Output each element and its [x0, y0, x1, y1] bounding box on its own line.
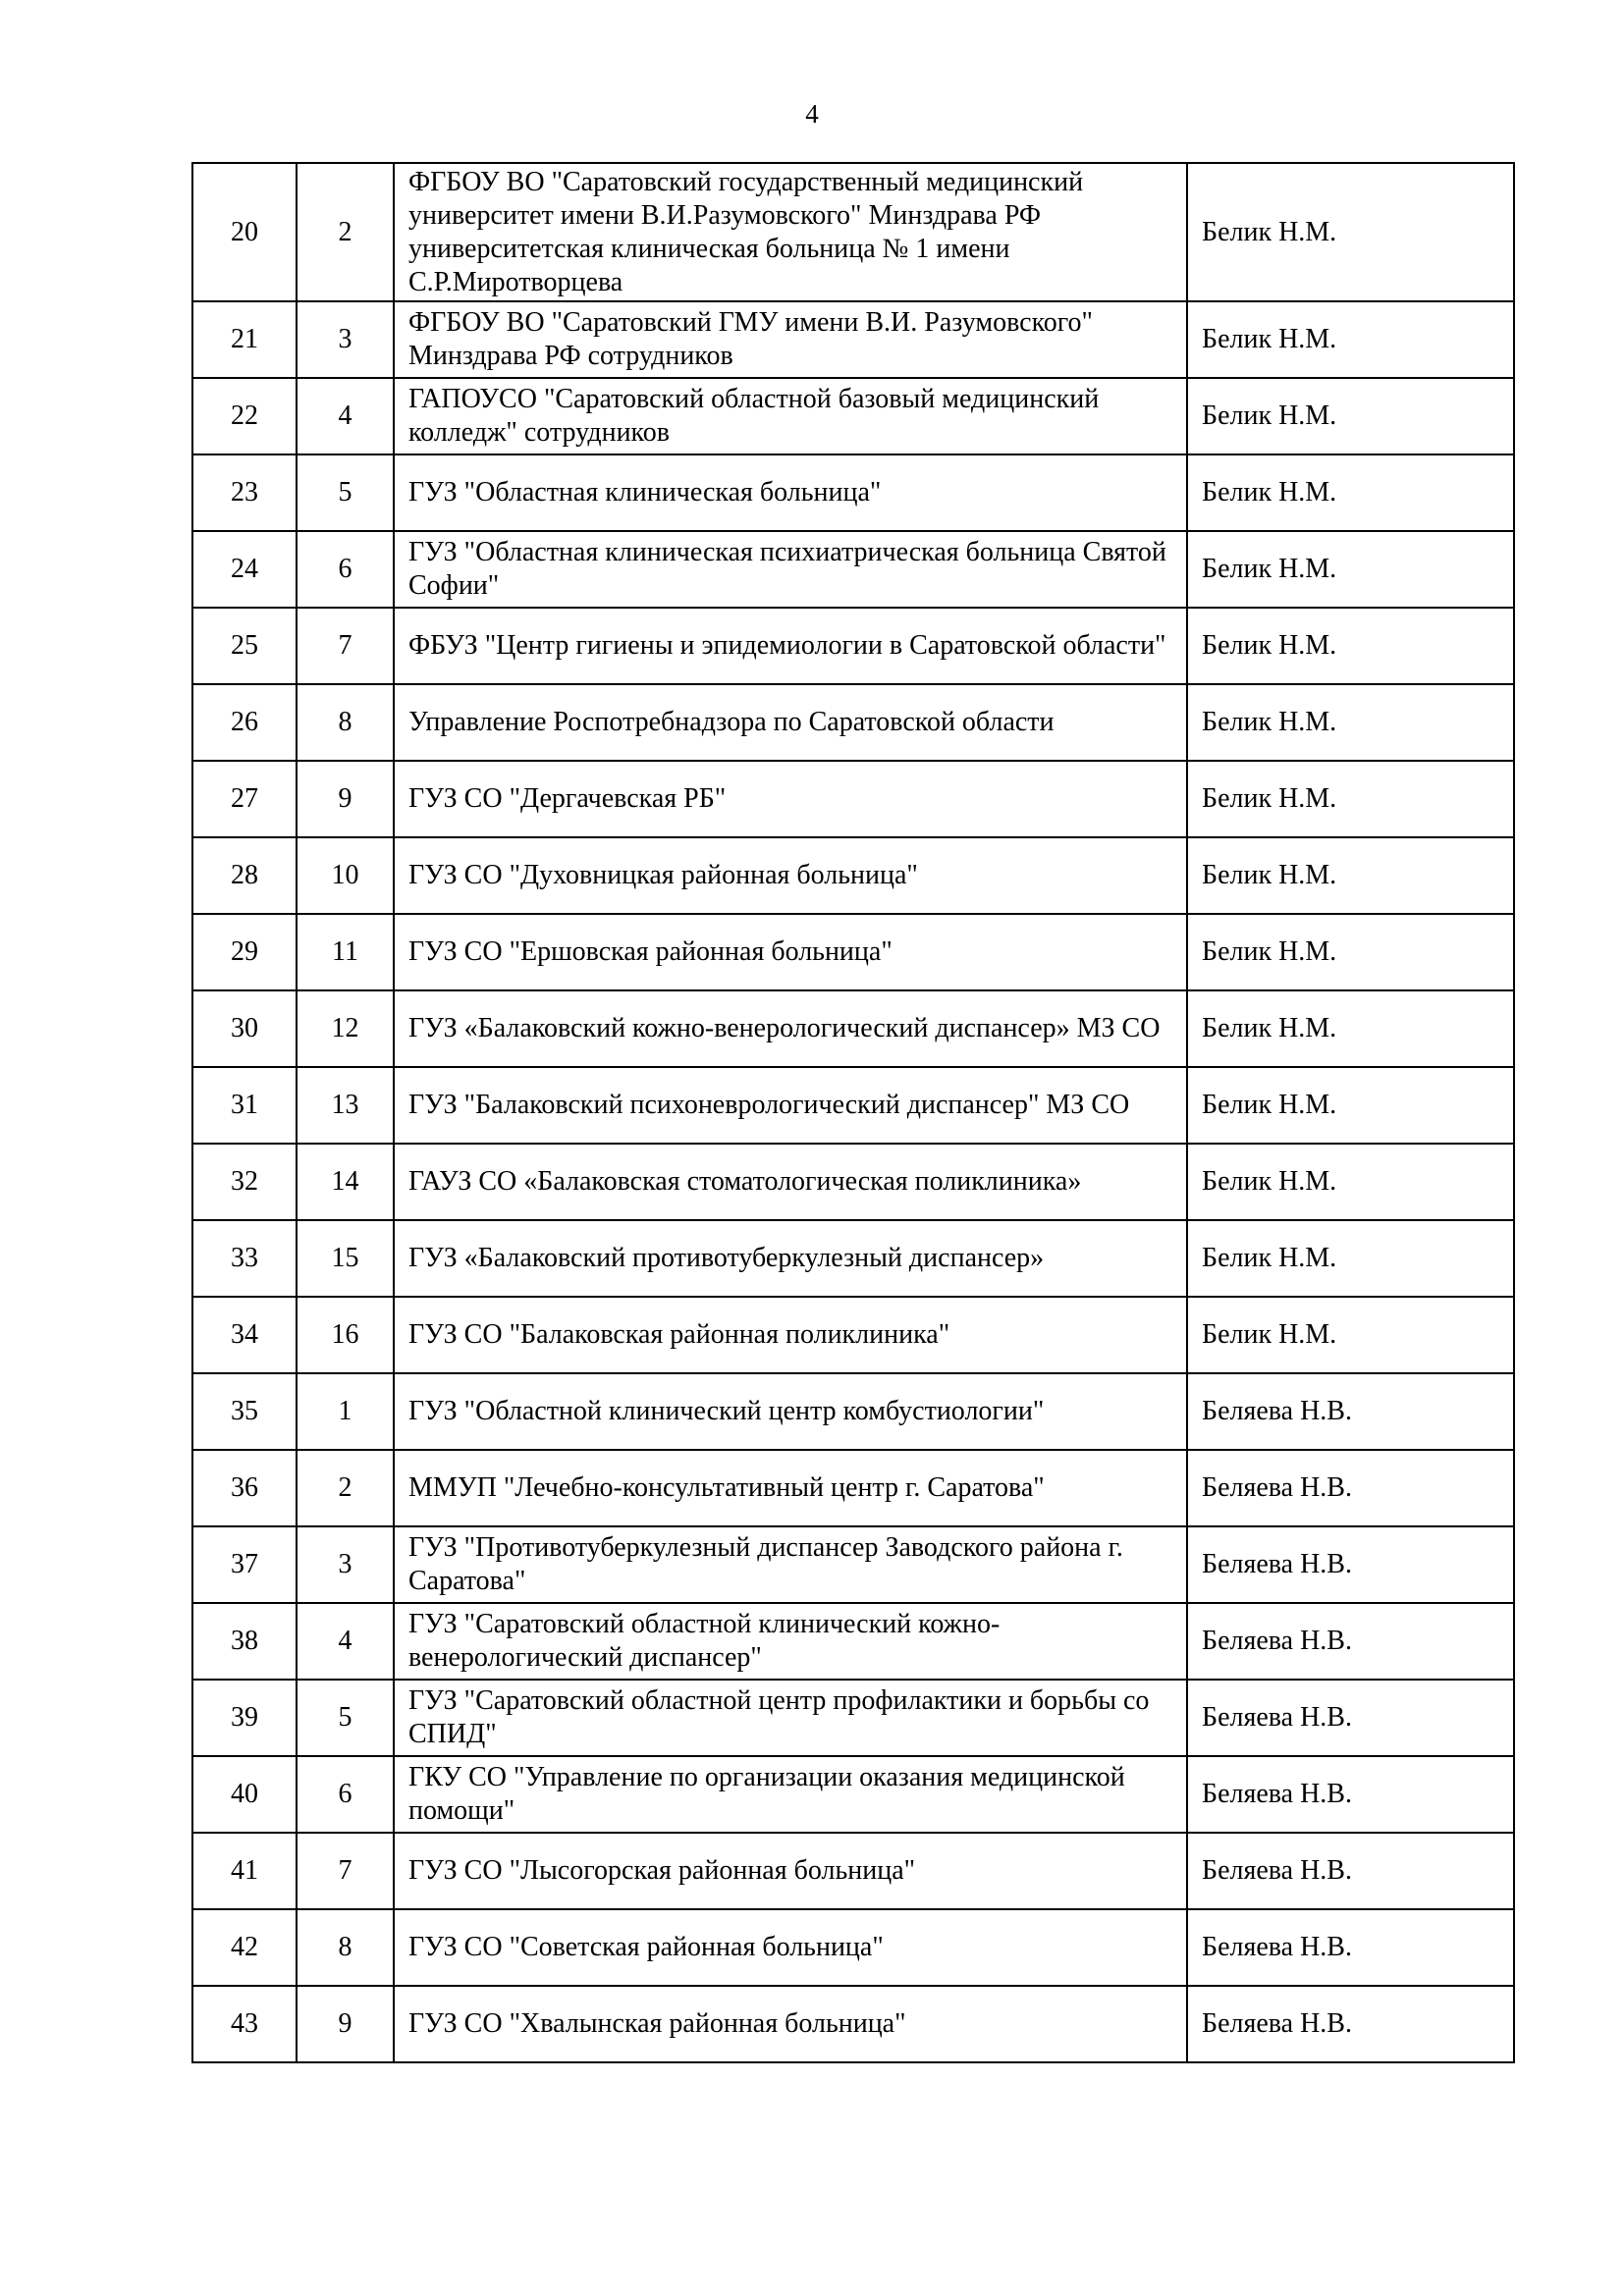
row-number: 20 — [192, 163, 297, 301]
row-number: 28 — [192, 837, 297, 914]
row-number: 33 — [192, 1220, 297, 1297]
organization-name: ГУЗ СО "Духовницкая районная больница" — [394, 837, 1187, 914]
responsible-person: Белик Н.М. — [1187, 1297, 1514, 1373]
responsible-person: Белик Н.М. — [1187, 1144, 1514, 1220]
row-number: 31 — [192, 1067, 297, 1144]
table-row — [192, 1680, 1514, 1756]
organization-name: ГУЗ "Областная клиническая больница" — [394, 454, 1187, 531]
responsible-person: Беляева Н.В. — [1187, 1756, 1514, 1833]
organization-name: ГУЗ "Саратовский областной клинический кожно-венерологический диспансер" — [394, 1603, 1187, 1680]
table-row — [192, 531, 1514, 608]
organization-name: ГУЗ "Балаковский психоневрологический диспансер" МЗ СО — [394, 1067, 1187, 1144]
responsible-person: Белик Н.М. — [1187, 761, 1514, 837]
responsible-person: Белик Н.М. — [1187, 684, 1514, 761]
organization-name: ГУЗ СО "Хвалынская районная больница" — [394, 1986, 1187, 2062]
sub-number: 14 — [297, 1144, 394, 1220]
organization-name: ГУЗ СО "Ершовская районная больница" — [394, 914, 1187, 990]
sub-number: 5 — [297, 1680, 394, 1756]
table-body — [192, 163, 1514, 2062]
row-number: 32 — [192, 1144, 297, 1220]
sub-number: 2 — [297, 1450, 394, 1526]
row-number: 23 — [192, 454, 297, 531]
responsible-person: Белик Н.М. — [1187, 1220, 1514, 1297]
table-row — [192, 163, 1514, 301]
row-number: 35 — [192, 1373, 297, 1450]
page-number: 4 — [805, 99, 819, 129]
responsible-person: Беляева Н.В. — [1187, 1986, 1514, 2062]
row-number: 42 — [192, 1909, 297, 1986]
sub-number: 10 — [297, 837, 394, 914]
sub-number: 16 — [297, 1297, 394, 1373]
organization-name: ГУЗ «Балаковский противотуберкулезный диспансер» — [394, 1220, 1187, 1297]
row-number: 40 — [192, 1756, 297, 1833]
table-row — [192, 837, 1514, 914]
responsible-person: Белик Н.М. — [1187, 301, 1514, 378]
row-number: 41 — [192, 1833, 297, 1909]
table-row — [192, 1144, 1514, 1220]
responsible-person: Белик Н.М. — [1187, 378, 1514, 454]
organizations-table — [191, 162, 1515, 2063]
responsible-person: Беляева Н.В. — [1187, 1909, 1514, 1986]
organization-name: Управление Роспотребнадзора по Саратовской области — [394, 684, 1187, 761]
table-row — [192, 1986, 1514, 2062]
sub-number: 6 — [297, 1756, 394, 1833]
sub-number: 8 — [297, 684, 394, 761]
organization-name: ФБУЗ "Центр гигиены и эпидемиологии в Саратовской области" — [394, 608, 1187, 684]
row-number: 21 — [192, 301, 297, 378]
organization-name: ГУЗ "Областная клиническая психиатрическая больница Святой Софии" — [394, 531, 1187, 608]
organization-name: ГУЗ СО "Балаковская районная поликлиника" — [394, 1297, 1187, 1373]
row-number: 25 — [192, 608, 297, 684]
table-row — [192, 301, 1514, 378]
table-row — [192, 1297, 1514, 1373]
organization-name: ФГБОУ ВО "Саратовский государственный медицинский университет имени В.И.Разумовского" Минздрава РФ университетская клиническая больница № 1 имени С.Р.Миротворцева — [394, 163, 1187, 301]
sub-number: 9 — [297, 1986, 394, 2062]
table-row — [192, 684, 1514, 761]
organization-name: ГУЗ СО "Советская районная больница" — [394, 1909, 1187, 1986]
row-number: 30 — [192, 990, 297, 1067]
table-row — [192, 1909, 1514, 1986]
sub-number: 4 — [297, 1603, 394, 1680]
sub-number: 12 — [297, 990, 394, 1067]
table-row — [192, 761, 1514, 837]
row-number: 27 — [192, 761, 297, 837]
organization-name: ГУЗ СО "Лысогорская районная больница" — [394, 1833, 1187, 1909]
sub-number: 7 — [297, 1833, 394, 1909]
organization-name: ФГБОУ ВО "Саратовский ГМУ имени В.И. Разумовского" Минздрава РФ сотрудников — [394, 301, 1187, 378]
sub-number: 7 — [297, 608, 394, 684]
organization-name: ГАУЗ СО «Балаковская стоматологическая поликлиника» — [394, 1144, 1187, 1220]
organization-name: ГАПОУСО "Саратовский областной базовый медицинский колледж" сотрудников — [394, 378, 1187, 454]
table-row — [192, 1067, 1514, 1144]
row-number: 29 — [192, 914, 297, 990]
responsible-person: Белик Н.М. — [1187, 837, 1514, 914]
responsible-person: Белик Н.М. — [1187, 163, 1514, 301]
organization-name: ГКУ СО "Управление по организации оказания медицинской помощи" — [394, 1756, 1187, 1833]
organization-name: ГУЗ "Противотуберкулезный диспансер Заводского района г. Саратова" — [394, 1526, 1187, 1603]
row-number: 38 — [192, 1603, 297, 1680]
row-number: 37 — [192, 1526, 297, 1603]
table-row — [192, 1526, 1514, 1603]
row-number: 43 — [192, 1986, 297, 2062]
table-row — [192, 378, 1514, 454]
responsible-person: Беляева Н.В. — [1187, 1373, 1514, 1450]
row-number: 24 — [192, 531, 297, 608]
row-number: 26 — [192, 684, 297, 761]
responsible-person: Беляева Н.В. — [1187, 1833, 1514, 1909]
organization-name: ГУЗ СО "Дергачевская РБ" — [394, 761, 1187, 837]
row-number: 22 — [192, 378, 297, 454]
row-number: 34 — [192, 1297, 297, 1373]
responsible-person: Белик Н.М. — [1187, 531, 1514, 608]
organization-name: ГУЗ "Саратовский областной центр профилактики и борьбы со СПИД" — [394, 1680, 1187, 1756]
responsible-person: Белик Н.М. — [1187, 1067, 1514, 1144]
table-row — [192, 990, 1514, 1067]
responsible-person: Белик Н.М. — [1187, 454, 1514, 531]
sub-number: 15 — [297, 1220, 394, 1297]
table-row — [192, 1450, 1514, 1526]
sub-number: 3 — [297, 1526, 394, 1603]
table-row — [192, 1756, 1514, 1833]
table-row — [192, 608, 1514, 684]
table-row — [192, 1603, 1514, 1680]
table-row — [192, 454, 1514, 531]
responsible-person: Белик Н.М. — [1187, 990, 1514, 1067]
organization-name: ГУЗ "Областной клинический центр комбустиологии" — [394, 1373, 1187, 1450]
table-row — [192, 1373, 1514, 1450]
table-row — [192, 1833, 1514, 1909]
sub-number: 1 — [297, 1373, 394, 1450]
responsible-person: Белик Н.М. — [1187, 914, 1514, 990]
table-row — [192, 1220, 1514, 1297]
organization-name: ГУЗ «Балаковский кожно-венерологический диспансер» МЗ СО — [394, 990, 1187, 1067]
responsible-person: Беляева Н.В. — [1187, 1526, 1514, 1603]
sub-number: 9 — [297, 761, 394, 837]
row-number: 39 — [192, 1680, 297, 1756]
responsible-person: Беляева Н.В. — [1187, 1680, 1514, 1756]
sub-number: 5 — [297, 454, 394, 531]
responsible-person: Беляева Н.В. — [1187, 1450, 1514, 1526]
sub-number: 6 — [297, 531, 394, 608]
sub-number: 13 — [297, 1067, 394, 1144]
sub-number: 4 — [297, 378, 394, 454]
sub-number: 8 — [297, 1909, 394, 1986]
sub-number: 3 — [297, 301, 394, 378]
responsible-person: Белик Н.М. — [1187, 608, 1514, 684]
table-row — [192, 914, 1514, 990]
sub-number: 2 — [297, 163, 394, 301]
responsible-person: Беляева Н.В. — [1187, 1603, 1514, 1680]
organization-name: ММУП "Лечебно-консультативный центр г. Саратова" — [394, 1450, 1187, 1526]
sub-number: 11 — [297, 914, 394, 990]
row-number: 36 — [192, 1450, 297, 1526]
